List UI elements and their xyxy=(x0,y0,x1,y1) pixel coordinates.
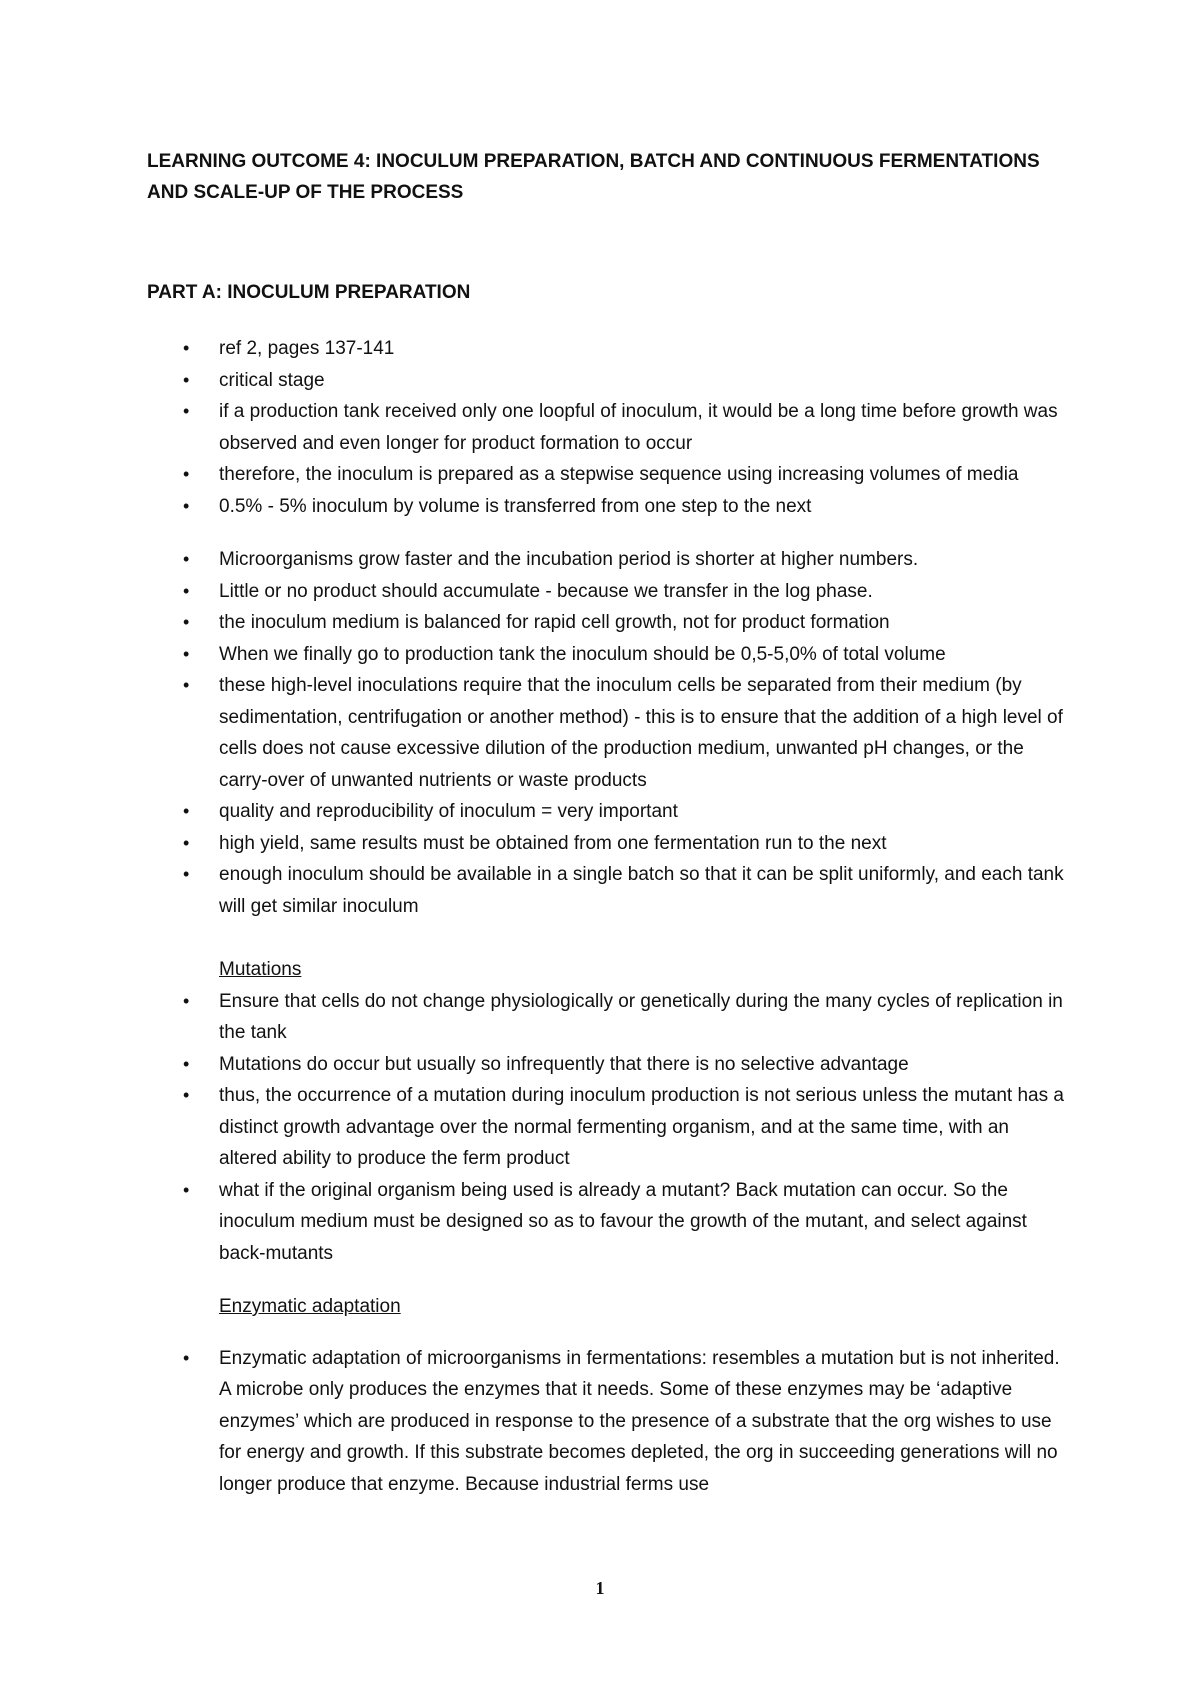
list-item: • these high-level inoculations require that the inoculum cells be separated from their medium (by sedimentation, centrifugation or another method) - this is to ensure that the addition of a high level of cells does not cause excessive dilution of the production medium, unwanted pH changes, or the carry-over of unwanted nutrients or waste products xyxy=(147,670,1067,796)
bullet-list-enzymatic xyxy=(147,1343,1067,1501)
document-title: LEARNING OUTCOME 4: INOCULUM PREPARATION, BATCH AND CONTINUOUS FERMENTATIONS AND SCALE-UP OF THE PROCESS xyxy=(147,151,1040,203)
bullet-list-intro xyxy=(147,333,1067,522)
list-item: • critical stage xyxy=(147,365,1067,397)
list-item: • enough inoculum should be available in a single batch so that it can be split uniformly, and each tank will get similar inoculum xyxy=(147,859,1067,922)
document-body xyxy=(147,333,1067,1500)
list-item: • what if the original organism being used is already a mutant? Back mutation can occur. So the inoculum medium must be designed so as to favour the growth of the mutant, and select against back-mutants xyxy=(147,1175,1067,1270)
list-item: • thus, the occurrence of a mutation during inoculum production is not serious unless the mutant has a distinct growth advantage over the normal fermenting organism, and at the same time, with an altered ability to produce the ferm product xyxy=(147,1080,1067,1175)
spacer xyxy=(147,522,1067,544)
list-item: • the inoculum medium is balanced for rapid cell growth, not for product formation xyxy=(147,607,1067,639)
list-item: • When we finally go to production tank the inoculum should be 0,5-5,0% of total volume xyxy=(147,639,1067,671)
list-item: • Ensure that cells do not change physiologically or genetically during the many cycles of replication in the tank xyxy=(147,986,1067,1049)
list-item: • 0.5% - 5% inoculum by volume is transferred from one step to the next xyxy=(147,491,1067,523)
list-item: • high yield, same results must be obtained from one fermentation run to the next xyxy=(147,828,1067,860)
spacer xyxy=(147,922,1067,954)
spacer xyxy=(147,1323,1067,1343)
page-number: 1 xyxy=(595,1578,605,1598)
list-item: • therefore, the inoculum is prepared as a stepwise sequence using increasing volumes of media xyxy=(147,459,1067,491)
list-item: • Little or no product should accumulate - because we transfer in the log phase. xyxy=(147,576,1067,608)
list-item: • Mutations do occur but usually so infrequently that there is no selective advantage xyxy=(147,1049,1067,1081)
enzymatic-adaptation-heading: Enzymatic adaptation xyxy=(219,1296,401,1317)
list-item: • Microorganisms grow faster and the incubation period is shorter at higher numbers. xyxy=(147,544,1067,576)
mutations-heading: Mutations xyxy=(219,959,302,980)
list-item: • ref 2, pages 137-141 xyxy=(147,333,1067,365)
list-item: • quality and reproducibility of inoculum = very important xyxy=(147,796,1067,828)
bullet-list-main xyxy=(147,544,1067,922)
bullet-list-mutations xyxy=(147,986,1067,1270)
part-a-heading: PART A: INOCULUM PREPARATION xyxy=(147,282,471,303)
list-item: • if a production tank received only one loopful of inoculum, it would be a long time before growth was observed and even longer for product formation to occur xyxy=(147,396,1067,459)
list-item: • Enzymatic adaptation of microorganisms in fermentations: resembles a mutation but is not inherited. A microbe only produces the enzymes that it needs. Some of these enzymes may be ‘adaptive enzymes’ which are produced in response to the presence of a substrate that the org wishes to use for energy and growth. If this substrate becomes depleted, the org in succeeding generations will no longer produce that enzyme. Because industrial ferms use xyxy=(147,1343,1067,1501)
spacer xyxy=(147,1269,1067,1291)
